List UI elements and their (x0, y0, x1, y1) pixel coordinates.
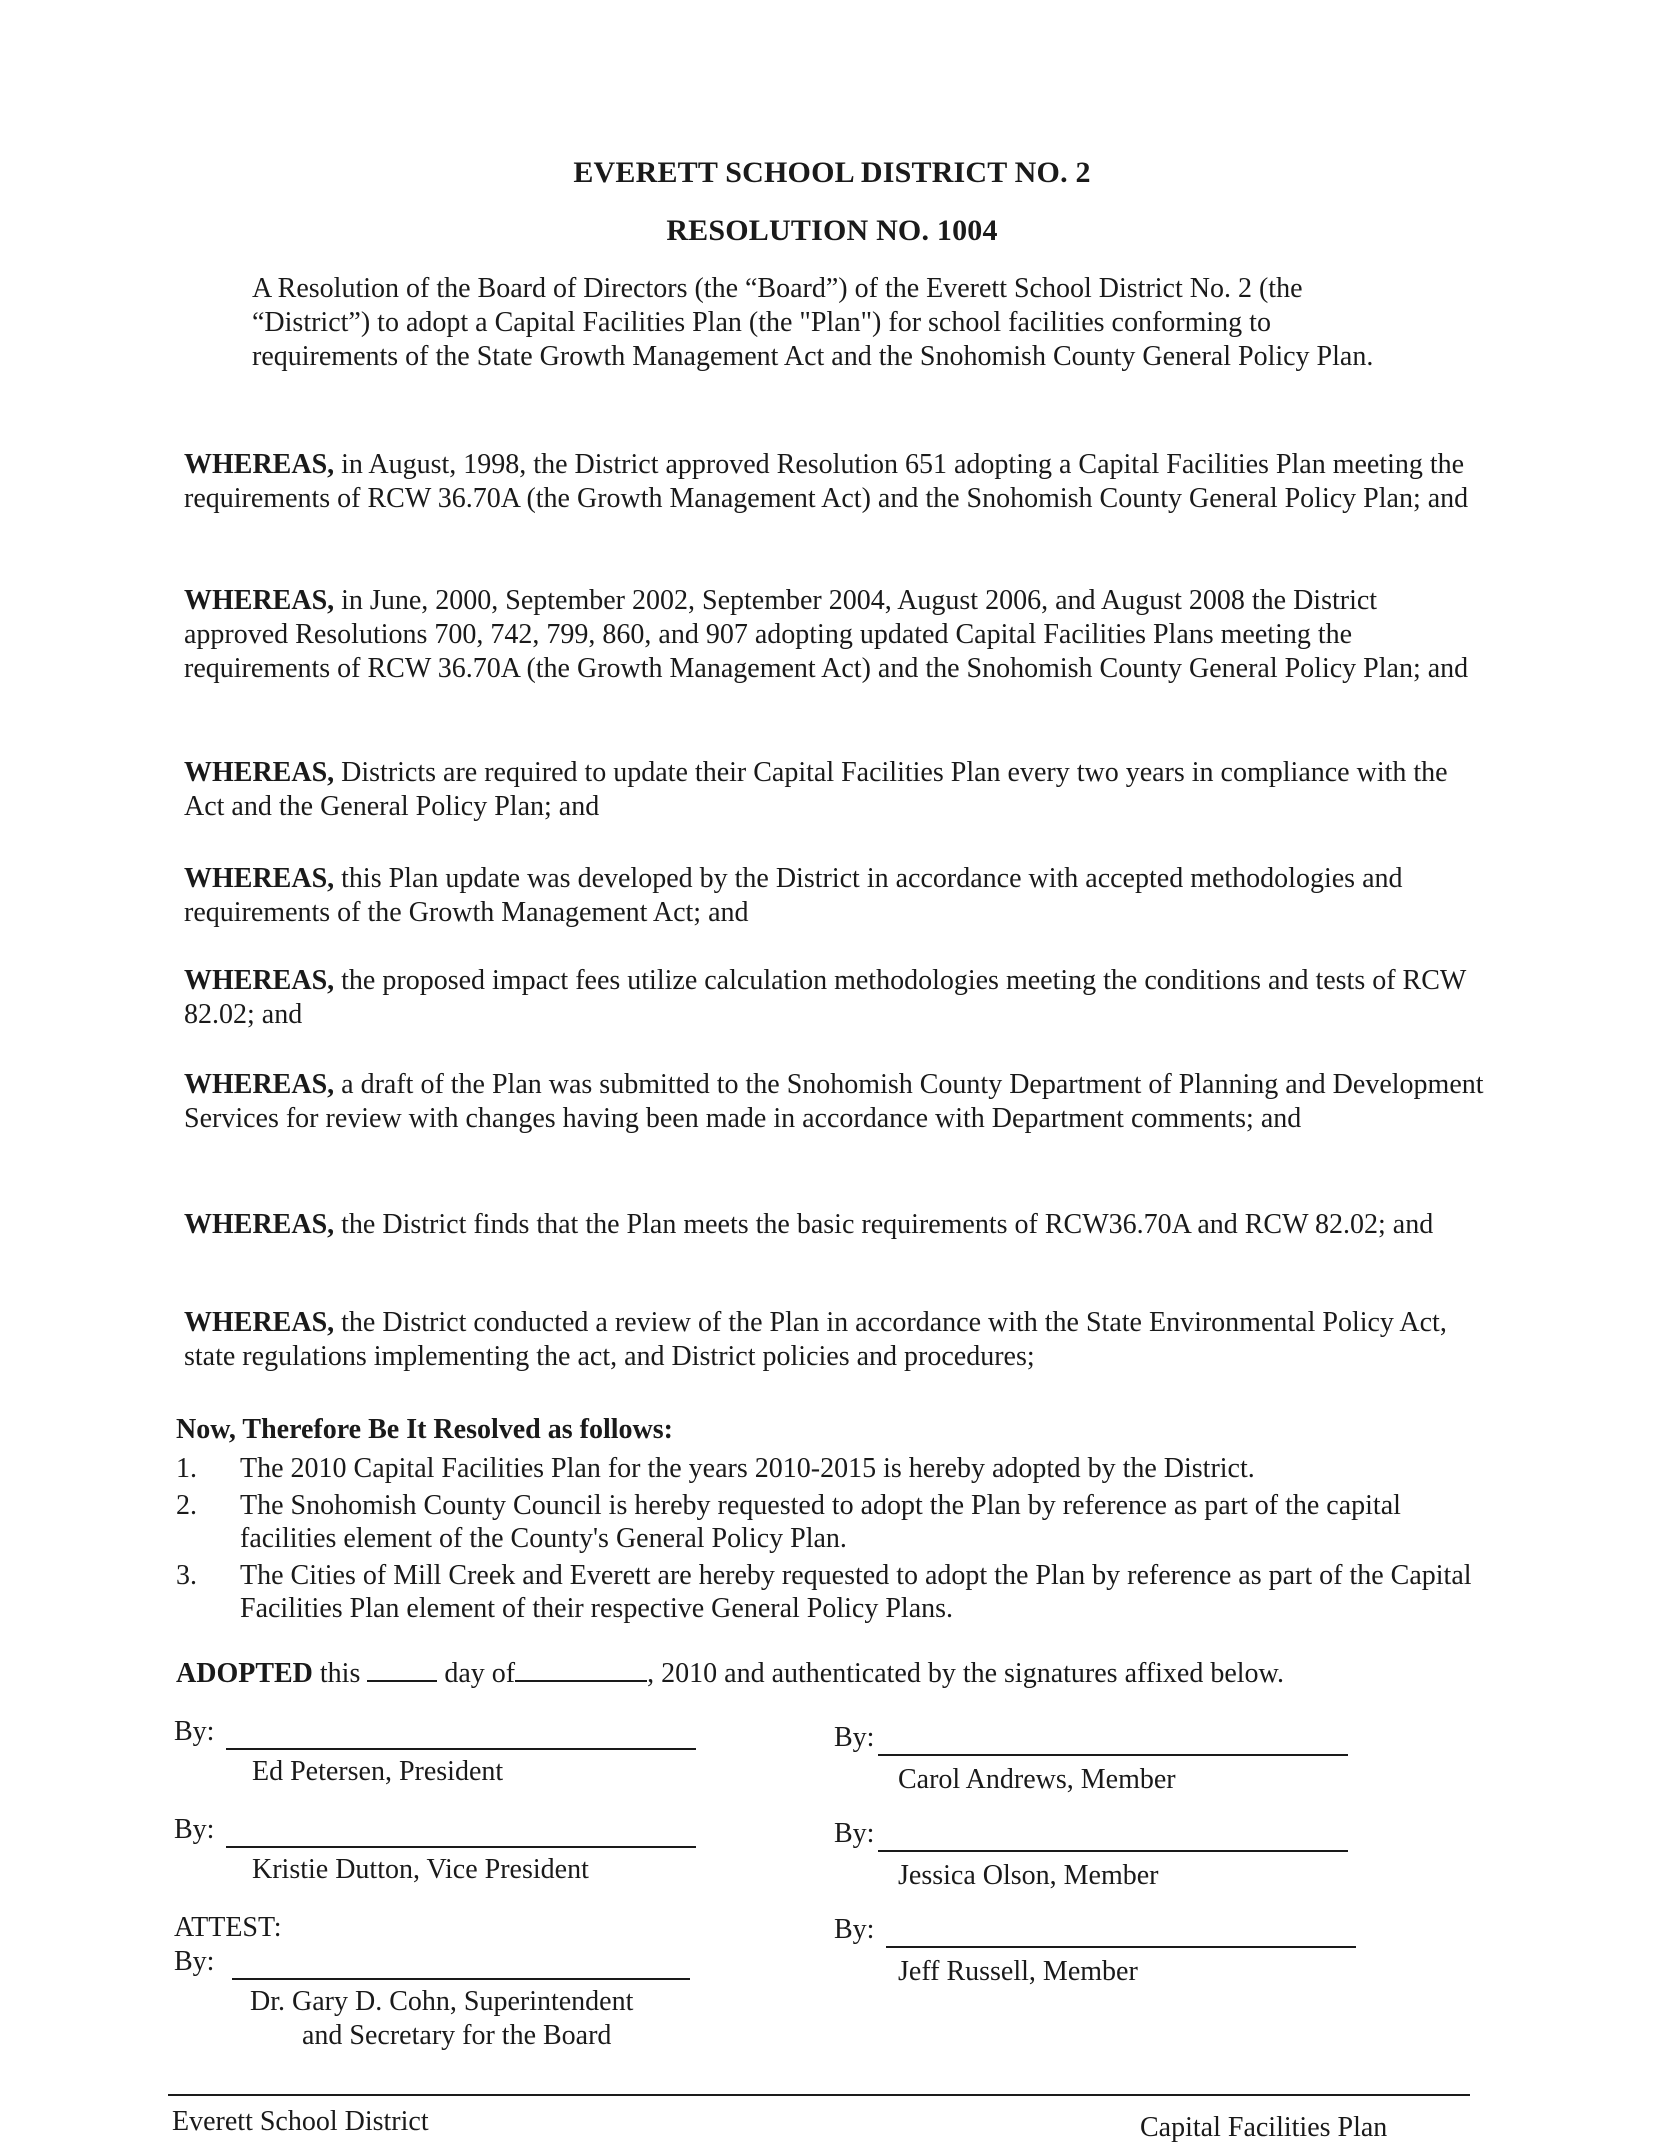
by-label: By: (834, 1818, 875, 1849)
whereas-text: the District finds that the Plan meets the basic requirements of RCW36.70A and RCW 82.02; and (341, 1209, 1434, 1240)
whereas-paragraph (184, 584, 1484, 686)
month-blank (515, 1656, 647, 1682)
item-text: The Cities of Mill Creek and Everett are hereby requested to adopt the Plan by reference as part of the Capital Facilities Plan element of their respective General Policy Plans. (240, 1560, 1472, 1624)
by-label: By: (174, 1946, 215, 1977)
whereas-paragraph (184, 862, 1484, 930)
whereas-text: the proposed impact fees utilize calculation methodologies meeting the conditions and tests of RCW 82.02; and (184, 965, 1466, 1030)
item-text: The Snohomish County Council is hereby requested to adopt the Plan by reference as part of the capital facilities element of the County's General Policy Plan. (240, 1490, 1401, 1554)
whereas-paragraph (184, 964, 1484, 1032)
signer-name: Jessica Olson, Member (898, 1860, 1159, 1891)
signer-name: Jeff Russell, Member (898, 1956, 1138, 1987)
resolved-list (176, 1452, 1486, 1625)
whereas-label: WHEREAS, (184, 965, 335, 996)
signer-name: Carol Andrews, Member (898, 1764, 1176, 1795)
whereas-paragraph (184, 448, 1484, 516)
signer-title: and Secretary for the Board (302, 2020, 612, 2051)
whereas-paragraph (184, 1068, 1484, 1136)
adopted-rest: , 2010 and authenticated by the signatures affixed below. (647, 1658, 1284, 1689)
by-label: By: (174, 1814, 215, 1845)
list-item (176, 1452, 1486, 1485)
item-number: 2. (176, 1490, 197, 1521)
whereas-label: WHEREAS, (184, 1209, 335, 1240)
attest-label: ATTEST: (174, 1912, 282, 1943)
item-number: 3. (176, 1560, 197, 1591)
whereas-text: a draft of the Plan was submitted to the Snohomish County Department of Planning and Development Services for review with changes having been made in accordance with Department comments; and (184, 1069, 1484, 1134)
by-label: By: (174, 1716, 215, 1747)
resolution-number: RESOLUTION NO. 1004 (666, 214, 998, 247)
signature-line (232, 1978, 690, 1980)
whereas-text: this Plan update was developed by the District in accordance with accepted methodologies and requirements of the Growth Management Act; and (184, 863, 1403, 928)
by-label: By: (834, 1722, 875, 1753)
footer-district: Everett School District (172, 2106, 429, 2137)
signature-line (226, 1846, 696, 1848)
footer-divider (168, 2094, 1470, 2096)
whereas-text: in June, 2000, September 2002, September 2004, August 2006, and August 2008 the District approved Resolutions 700, 742, 799, 860, and 907 adopting updated Capital Facilities Plans meeting the requirements of RCW 36.70A (the Growth Management Act) and the Snohomish County General Policy Plan; and (184, 585, 1469, 684)
whereas-text: the District conducted a review of the Plan in accordance with the State Environmental Policy Act, state regulations implementing the act, and District policies and procedures; (184, 1307, 1447, 1372)
item-number: 1. (176, 1453, 197, 1484)
list-item (176, 1489, 1486, 1555)
signature-line (886, 1946, 1356, 1948)
item-text: The 2010 Capital Facilities Plan for the years 2010-2015 is hereby adopted by the District. (240, 1453, 1255, 1484)
district-heading: EVERETT SCHOOL DISTRICT NO. 2 (573, 156, 1091, 189)
whereas-paragraph (184, 756, 1484, 824)
signer-name: Ed Petersen, President (252, 1756, 504, 1787)
resolution-intro: A Resolution of the Board of Directors (the “Board”) of the Everett School District No. 2 (the “District”) to adopt a Capital Facilities Plan (the "Plan") for school facilities conforming to requirements of the State Growth Management Act and the Snohomish County General Policy Plan. (252, 273, 1374, 372)
whereas-label: WHEREAS, (184, 585, 335, 616)
whereas-text: Districts are required to update their Capital Facilities Plan every two years in compliance with the Act and the General Policy Plan; and (184, 757, 1448, 822)
resolved-heading: Now, Therefore Be It Resolved as follows: (176, 1414, 673, 1445)
signer-name: Dr. Gary D. Cohn, Superintendent (250, 1986, 634, 2017)
list-item (176, 1559, 1486, 1625)
whereas-label: WHEREAS, (184, 757, 335, 788)
whereas-label: WHEREAS, (184, 1069, 335, 1100)
by-label: By: (834, 1914, 875, 1945)
signer-name: Kristie Dutton, Vice President (252, 1854, 589, 1885)
signature-line (878, 1754, 1348, 1756)
whereas-label: WHEREAS, (184, 863, 335, 894)
signature-line (226, 1748, 696, 1750)
whereas-text: in August, 1998, the District approved Resolution 651 adopting a Capital Facilities Plan meeting the requirements of RCW 36.70A (the Growth Management Act) and the Snohomish County General Policy Plan; and (184, 449, 1469, 514)
whereas-label: WHEREAS, (184, 1307, 335, 1338)
day-blank (367, 1656, 437, 1682)
adopted-day-of: day of (444, 1658, 516, 1689)
adopted-statement (176, 1656, 1496, 1690)
adopted-label: ADOPTED (176, 1658, 313, 1689)
whereas-label: WHEREAS, (184, 449, 335, 480)
signature-line (878, 1850, 1348, 1852)
whereas-paragraph (184, 1208, 1484, 1242)
footer-plan: Capital Facilities Plan (1140, 2112, 1388, 2143)
adopted-this: this (319, 1658, 361, 1689)
whereas-paragraph (184, 1306, 1484, 1374)
